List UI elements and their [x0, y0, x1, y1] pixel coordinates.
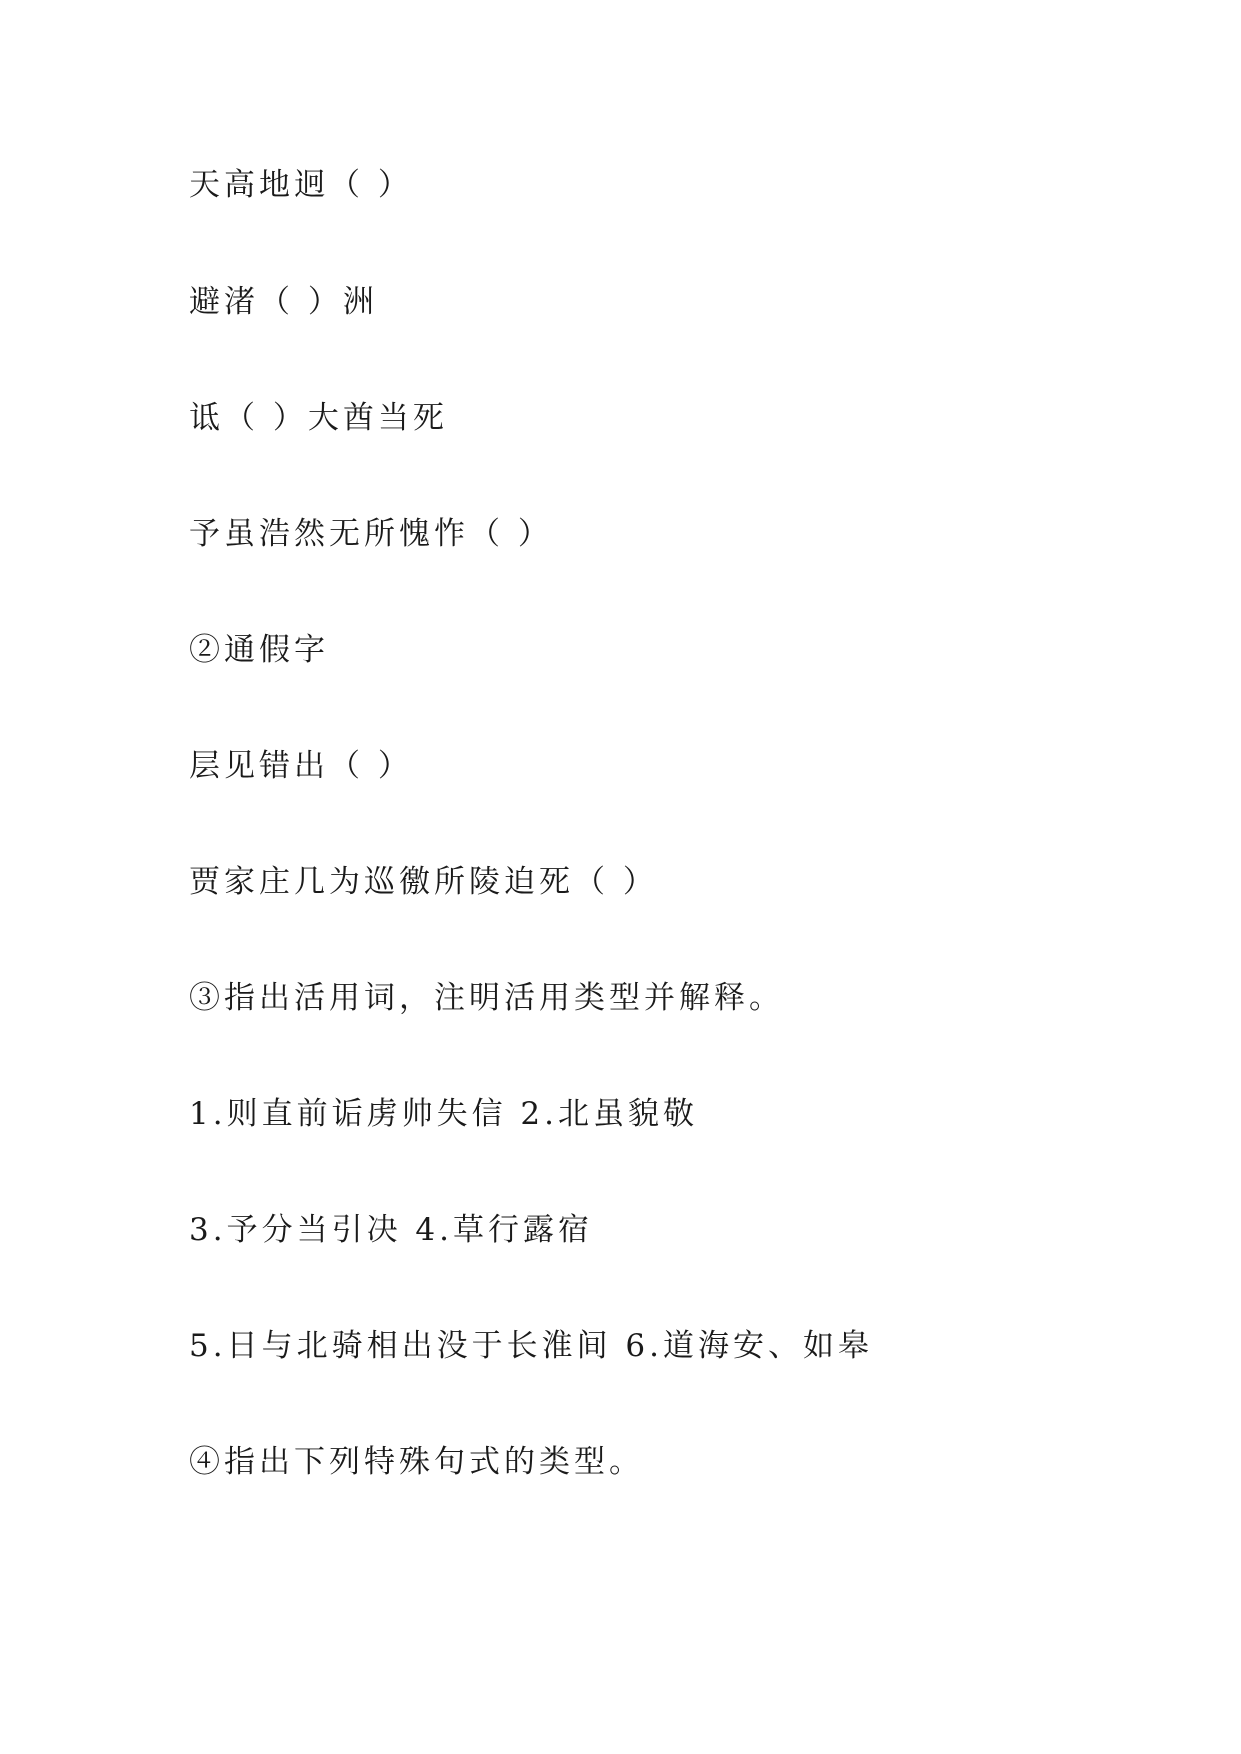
section-heading: ③指出活用词，注明活用类型并解释。	[189, 980, 784, 1016]
text-line: 5.日与北骑相出没于长淮间 6.道海安、如皋	[189, 1328, 874, 1364]
text-line: 1.则直前诟虏帅失信 2.北虽貌敬	[189, 1096, 699, 1132]
text-line: 天高地迥（ ）	[189, 167, 413, 203]
text-line: 贾家庄几为巡徼所陵迫死（ ）	[189, 864, 658, 900]
section-heading: ②通假字	[189, 632, 329, 668]
section-heading: ④指出下列特殊句式的类型。	[189, 1444, 644, 1480]
text-line: 层见错出（ ）	[189, 748, 413, 784]
text-line: 3.予分当引决 4.草行露宿	[189, 1212, 594, 1248]
text-line: 避渚（ ）洲	[189, 284, 378, 320]
text-line: 予虽浩然无所愧怍（ ）	[189, 516, 553, 552]
text-line: 诋（ ）大酋当死	[189, 400, 448, 436]
